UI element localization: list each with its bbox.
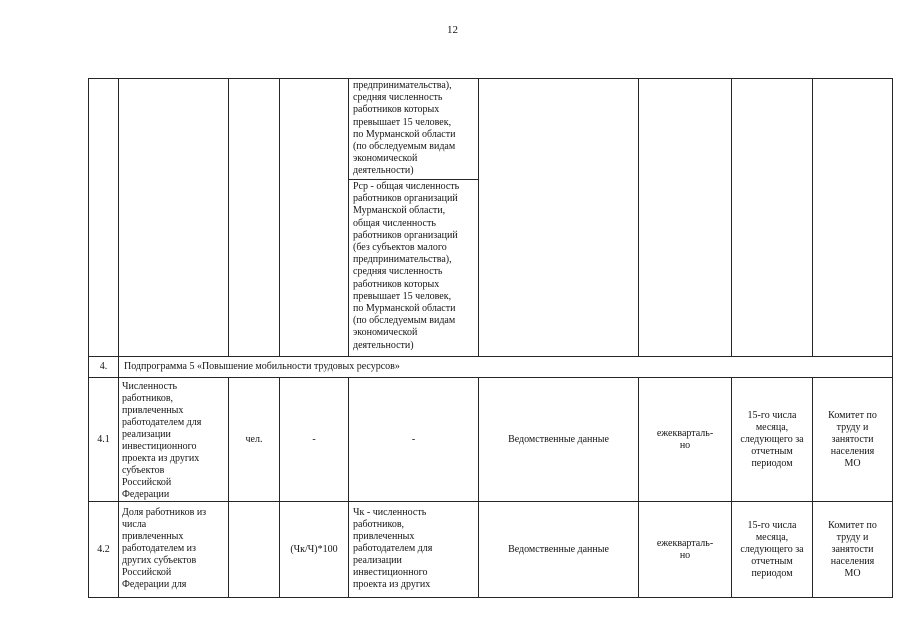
row-deadline: 15-го числа месяца, следующего за отчетным периодом xyxy=(732,502,813,598)
page-number: 12 xyxy=(447,24,458,36)
table-row xyxy=(89,378,893,502)
row-name: Численность работников, привлеченных работодателем для реализации инвестиционного проекта из других субъектов Российской Федерации xyxy=(119,378,229,502)
cell-number xyxy=(89,79,119,357)
cell-formula xyxy=(280,79,349,357)
row-formula: - xyxy=(280,378,349,502)
row-unit: чел. xyxy=(229,378,280,502)
cell-name xyxy=(119,79,229,357)
cell-source xyxy=(479,79,639,357)
cell-description-part1: предпринимательства), средняя численность работников которых превышает 15 человек, по Мурманской области (по обследуемым видам экономической деятельности) xyxy=(349,79,479,180)
cell-deadline xyxy=(732,79,813,357)
row-name: Доля работников из числа привлеченных работодателем из других субъектов Российской Федерации для xyxy=(119,502,229,598)
row-description: Чк - численность работников, привлеченных работодателем для реализации инвестиционного проекта из других xyxy=(349,502,479,598)
row-number: 4.1 xyxy=(89,378,119,502)
row-number: 4.2 xyxy=(89,502,119,598)
table-row xyxy=(89,502,893,598)
cell-periodicity xyxy=(639,79,732,357)
row-responsible: Комитет по труду и занятости населения МО xyxy=(813,502,893,598)
cell-description-part2: Рср - общая численность работников организаций Мурманской области, общая численность работников организаций (без субъектов малого предпринимательства), средняя численность работников которых превышает 15 человек, по Мурманской области (по обследуемым видам экономической деятельности) xyxy=(349,180,479,357)
continuation-row xyxy=(89,79,893,180)
row-deadline: 15-го числа месяца, следующего за отчетным периодом xyxy=(732,378,813,502)
indicators-table xyxy=(88,78,893,598)
section-row xyxy=(89,357,893,378)
row-formula: (Чк/Ч)*100 xyxy=(280,502,349,598)
section-number: 4. xyxy=(89,357,119,378)
row-unit xyxy=(229,502,280,598)
row-periodicity: ежекварталь- но xyxy=(639,378,732,502)
row-responsible: Комитет по труду и занятости населения МО xyxy=(813,378,893,502)
section-title: Подпрограмма 5 «Повышение мобильности трудовых ресурсов» xyxy=(119,357,893,378)
cell-responsible xyxy=(813,79,893,357)
row-source: Ведомственные данные xyxy=(479,502,639,598)
row-description: - xyxy=(349,378,479,502)
cell-unit xyxy=(229,79,280,357)
row-source: Ведомственные данные xyxy=(479,378,639,502)
row-periodicity: ежекварталь- но xyxy=(639,502,732,598)
